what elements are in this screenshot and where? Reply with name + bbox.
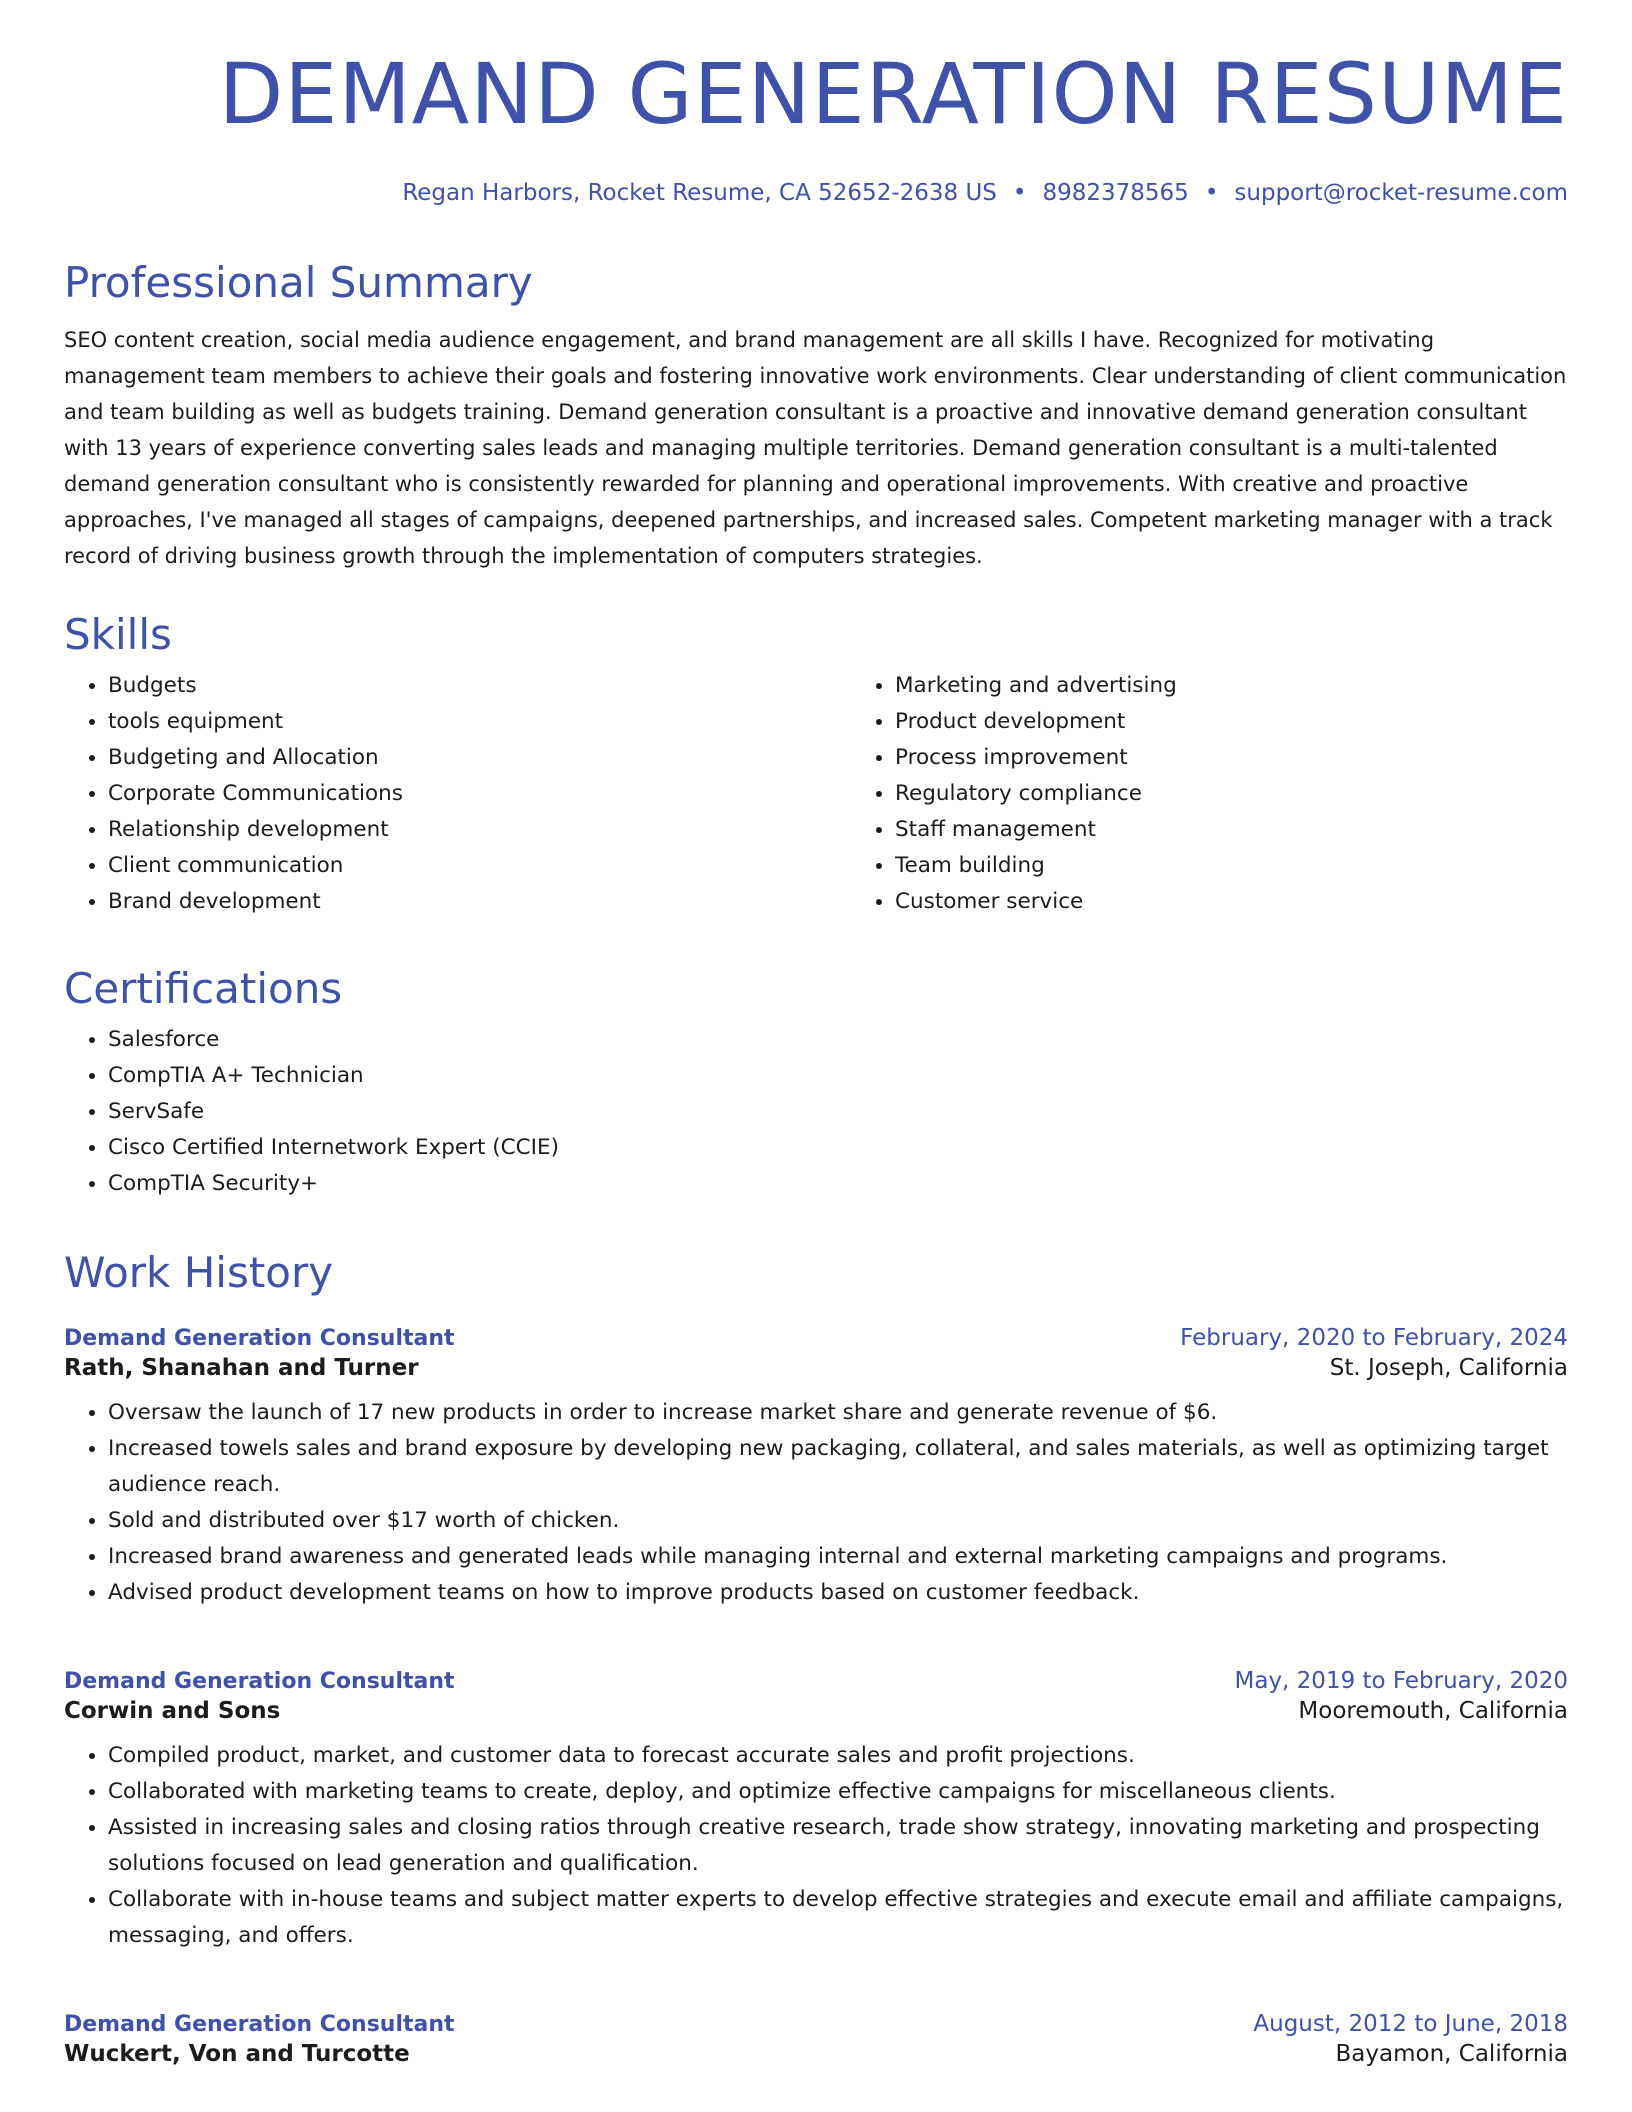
- contact-phone[interactable]: 8982378565: [1042, 180, 1189, 206]
- skill-item: • Process improvement: [895, 740, 1632, 776]
- skill-item: • Product development: [895, 704, 1632, 740]
- job-dates: August, 2012 to June, 2018: [1253, 2011, 1568, 2037]
- skill-item: • Regulatory compliance: [895, 776, 1632, 812]
- contact-separator: •: [1012, 180, 1027, 206]
- skill-item: • Brand development: [108, 884, 851, 920]
- skills-heading: Skills: [64, 610, 172, 659]
- certifications-section: [64, 964, 1568, 1202]
- job-header-row: [64, 2011, 1568, 2037]
- work-history-section: [64, 1248, 1568, 1298]
- job-location: St. Joseph, California: [1329, 1355, 1568, 1381]
- contact-separator: •: [1204, 180, 1219, 206]
- job-company-row: [64, 1698, 1568, 1724]
- summary-heading: Professional Summary: [64, 258, 533, 307]
- job-duty: • Collaborated with marketing teams to create, deploy, and optimize effective campaigns for miscellaneous clients.: [108, 1774, 1568, 1810]
- contact-line: [402, 180, 1568, 206]
- work-history-heading: Work History: [64, 1248, 334, 1297]
- job-dates: February, 2020 to February, 2024: [1180, 1325, 1568, 1351]
- job-company-row: [64, 2041, 1568, 2067]
- skill-item: • Budgets: [108, 668, 851, 704]
- job-entry: [64, 1325, 1568, 1611]
- job-duty: • Increased towels sales and brand exposure by developing new packaging, collateral, and sales materials, as well as optimizing target audience reach.: [108, 1431, 1568, 1503]
- job-duty: • Oversaw the launch of 17 new products in order to increase market share and generate revenue of $6.: [108, 1395, 1568, 1431]
- skills-list-right: [851, 668, 1632, 920]
- job-header-row: [64, 1668, 1568, 1694]
- job-location: Mooremouth, California: [1298, 1698, 1568, 1724]
- certification-item: • CompTIA Security+: [108, 1166, 1568, 1202]
- skill-item: • Customer service: [895, 884, 1632, 920]
- job-title: Demand Generation Consultant: [64, 1326, 455, 1351]
- contact-address: Regan Harbors, Rocket Resume, CA 52652-2638 US: [402, 180, 997, 206]
- resume-page: [64, 0, 1568, 2112]
- skill-item: • Staff management: [895, 812, 1632, 848]
- skill-item: • Marketing and advertising: [895, 668, 1632, 704]
- skills-section: [64, 610, 1568, 920]
- certifications-list: [64, 1022, 1568, 1202]
- job-location: Bayamon, California: [1335, 2041, 1568, 2067]
- contact-email[interactable]: support@rocket-resume.com: [1234, 180, 1568, 206]
- job-duty: • Advised product development teams on how to improve products based on customer feedback.: [108, 1575, 1568, 1611]
- summary-text: SEO content creation, social media audience engagement, and brand management are all skills I have. Recognized for motivating management team members to achieve their goals and fostering innovative work environments. Clear understanding of client communication and team building as well as budgets training. Demand generation consultant is a proactive and innovative demand generation consultant with 13 years of experience converting sales leads and managing multiple territories. Demand generation consultant is a multi-talented demand generation consultant who is consistently rewarded for planning and operational improvements. With creative and proactive approaches, I've managed all stages of campaigns, deepened partnerships, and increased sales. Competent marketing manager with a track record of driving business growth through the implementation of computers strategies.: [64, 328, 1567, 569]
- resume-title: DEMAND GENERATION RESUME: [218, 45, 1568, 143]
- job-company: Corwin and Sons: [64, 1698, 281, 1724]
- skill-item: • Budgeting and Allocation: [108, 740, 851, 776]
- summary-section: [64, 258, 1568, 574]
- job-duty: • Assisted in increasing sales and closing ratios through creative research, trade show strategy, innovating marketing and prospecting solutions focused on lead generation and qualification.: [108, 1810, 1568, 1882]
- job-title: Demand Generation Consultant: [64, 1669, 455, 1694]
- certification-item: • CompTIA A+ Technician: [108, 1058, 1568, 1094]
- job-company-row: [64, 1355, 1568, 1381]
- skill-item: • tools equipment: [108, 704, 851, 740]
- skill-item: • Client communication: [108, 848, 851, 884]
- job-duty: • Compiled product, market, and customer data to forecast accurate sales and profit projections.: [108, 1738, 1568, 1774]
- job-title: Demand Generation Consultant: [64, 2012, 455, 2037]
- job-company: Wuckert, Von and Turcotte: [64, 2041, 410, 2067]
- skills-columns: [64, 668, 1568, 920]
- certification-item: • ServSafe: [108, 1094, 1568, 1130]
- job-entry: [64, 2011, 1568, 2067]
- job-duty: • Increased brand awareness and generated leads while managing internal and external marketing campaigns and programs.: [108, 1539, 1568, 1575]
- job-entry: [64, 1668, 1568, 1954]
- certifications-heading: Certifications: [64, 964, 343, 1013]
- skill-item: • Corporate Communications: [108, 776, 851, 812]
- job-duty: • Collaborate with in-house teams and subject matter experts to develop effective strategies and execute email and affiliate campaigns, messaging, and offers.: [108, 1882, 1568, 1954]
- job-duty: • Sold and distributed over $17 worth of chicken.: [108, 1503, 1568, 1539]
- job-duties-list: [64, 1738, 1568, 1954]
- certification-item: • Salesforce: [108, 1022, 1568, 1058]
- skill-item: • Team building: [895, 848, 1632, 884]
- skills-list-left: [64, 668, 851, 920]
- job-company: Rath, Shanahan and Turner: [64, 1355, 419, 1381]
- job-dates: May, 2019 to February, 2020: [1234, 1668, 1568, 1694]
- job-header-row: [64, 1325, 1568, 1351]
- skill-item: • Relationship development: [108, 812, 851, 848]
- job-duties-list: [64, 1395, 1568, 1611]
- certification-item: • Cisco Certified Internetwork Expert (CCIE): [108, 1130, 1568, 1166]
